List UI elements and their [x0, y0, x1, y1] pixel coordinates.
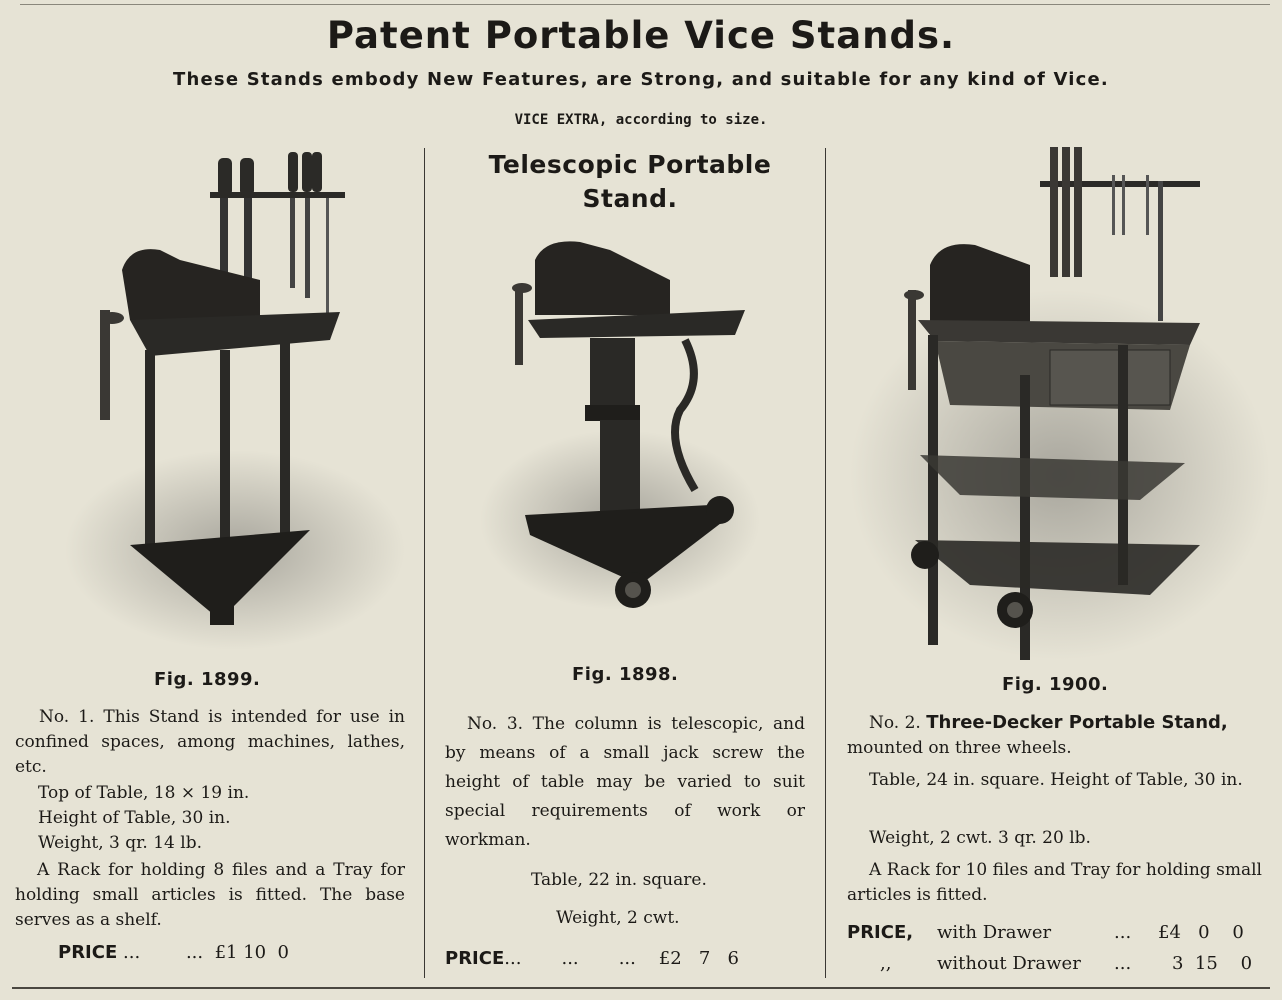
- stand-2-description: [847, 710, 1262, 761]
- stand-3-spec-table: Table, 22 in. square.: [531, 870, 707, 890]
- stand-3-price-row: [445, 948, 739, 969]
- stand-2-price-label: [847, 922, 913, 943]
- vice-stand-fig-1900-illustration: [850, 145, 1270, 660]
- stand-2-price-with-label: with Drawer: [937, 922, 1052, 943]
- stand-2-number: No. 2.: [869, 713, 921, 733]
- stand-2-ditto-mark: ,,: [880, 953, 892, 974]
- stand-1-spec-weight: Weight, 3 qr. 14 lb.: [38, 833, 202, 853]
- stand-1-price-value: £1 10 0: [214, 942, 289, 963]
- figure-label-1898: Fig. 1898.: [572, 664, 679, 685]
- stand-2-mounting: mounted on three wheels.: [847, 738, 1072, 758]
- stand-2-rack-note: A Rack for 10 files and Tray for holding small articles is fitted.: [847, 860, 1262, 905]
- stand-3-price-value: £2 7 6: [658, 948, 739, 969]
- stand-2-name: Three-Decker Portable Stand,: [926, 712, 1228, 733]
- telescopic-stand-title: Telescopic Portable Stand.: [488, 150, 772, 213]
- bottom-rule: [12, 987, 1270, 989]
- stand-2-price-without-value: 3 15 0: [1172, 953, 1253, 974]
- stand-1-spec-height: Height of Table, 30 in.: [38, 808, 231, 828]
- top-rule: [20, 4, 1270, 5]
- stand-2-price-word: PRICE,: [847, 922, 914, 943]
- column-divider-right: [825, 148, 826, 978]
- column-divider-left: [424, 148, 425, 978]
- stand-1-price-dots: ... ...: [123, 942, 204, 963]
- stand-2-price-with-value: £4 0 0: [1158, 922, 1244, 943]
- stand-1-price-row: [58, 942, 289, 963]
- page-subtitle: These Stands embody New Features, are Strong, and suitable for any kind of Vice.: [173, 69, 1109, 90]
- stand-3-price-label: PRICE: [445, 948, 505, 969]
- vice-extra-note: VICE EXTRA, according to size.: [514, 112, 768, 128]
- stand-1-price-label: PRICE: [58, 942, 118, 963]
- vice-stand-fig-1898-illustration: [480, 230, 760, 620]
- stand-2-spec-weight: Weight, 2 cwt. 3 qr. 20 lb.: [869, 828, 1091, 848]
- stand-2-price-without-label: without Drawer: [937, 953, 1081, 974]
- stand-3-description: No. 3. The column is telescopic, and by means of a small jack screw the height of table may be varied to suit special requirements of work or workman.: [445, 714, 805, 850]
- figure-label-1900: Fig. 1900.: [1002, 674, 1109, 695]
- stand-3-spec-weight: Weight, 2 cwt.: [556, 908, 680, 928]
- stand-1-rack-note: A Rack for holding 8 files and a Tray for holding small articles is fitted. The base serves as a shelf.: [15, 860, 405, 930]
- figure-label-1899: Fig. 1899.: [154, 669, 261, 690]
- stand-2-price-without-dots: ...: [1114, 953, 1132, 974]
- page-title: Patent Portable Vice Stands.: [326, 14, 956, 57]
- stand-2-spec-table: Table, 24 in. square. Height of Table, 30 in.: [869, 770, 1243, 790]
- vice-stand-fig-1899-illustration: [60, 150, 410, 650]
- stand-2-price-with-dots: ...: [1114, 922, 1132, 943]
- stand-3-price-dots: ... ... ...: [504, 948, 636, 969]
- stand-1-description: No. 1. This Stand is intended for use in confined spaces, among machines, lathes, etc.: [15, 707, 405, 777]
- stand-1-spec-top: Top of Table, 18 × 19 in.: [38, 783, 250, 803]
